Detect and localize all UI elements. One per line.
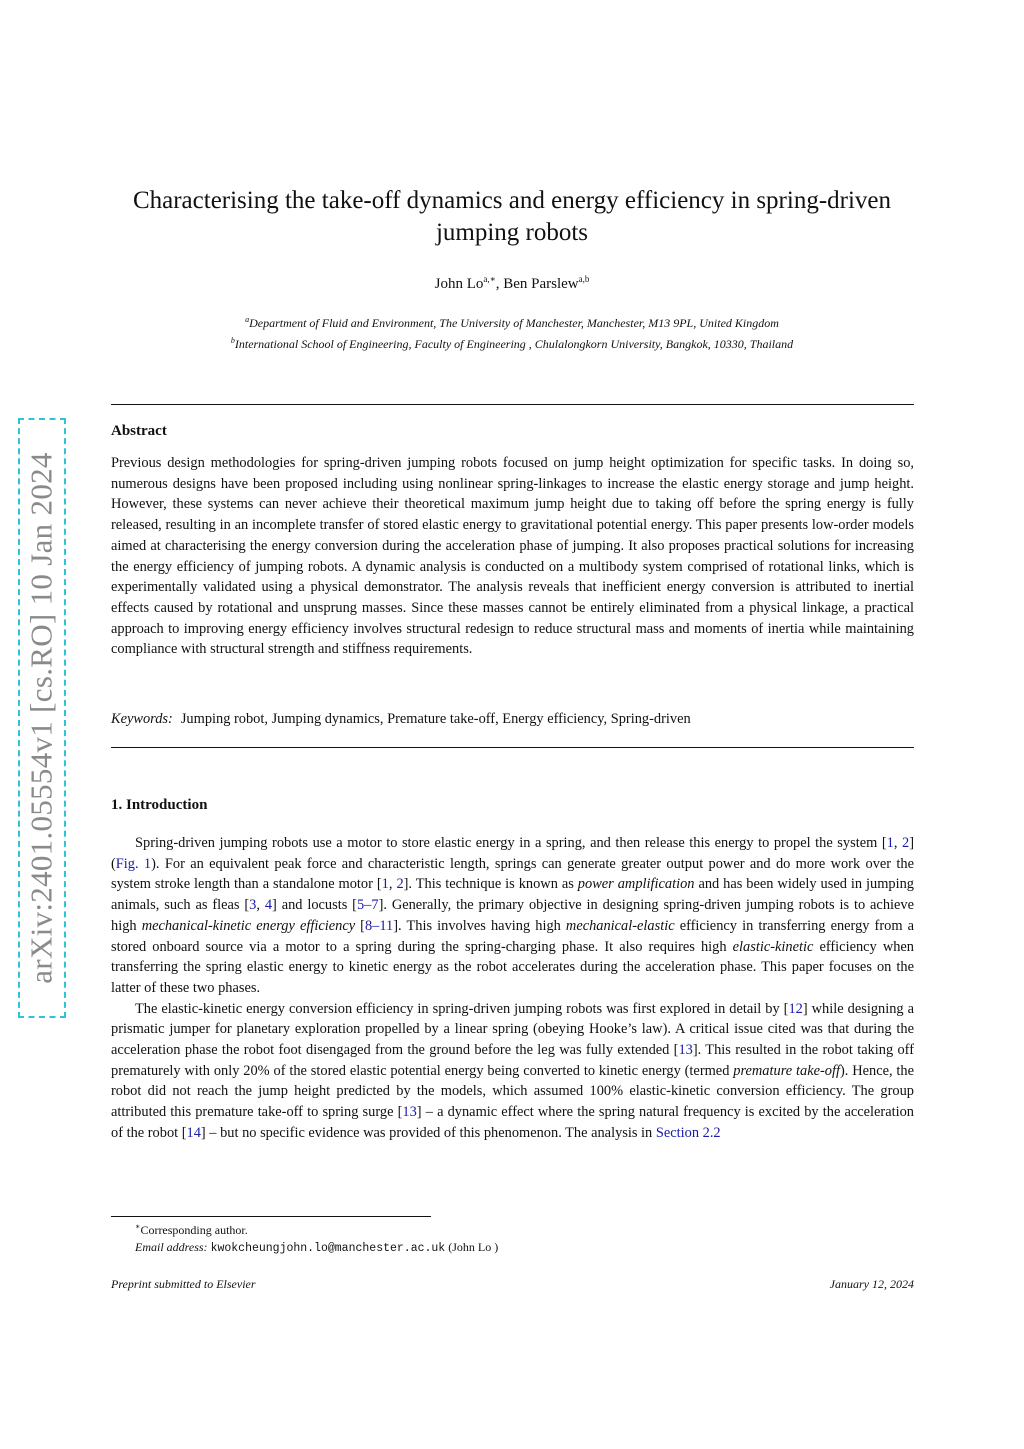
paragraph <box>111 833 914 999</box>
paper-title: Characterising the take-off dynamics and energy efficiency in spring-driven jumping robots <box>132 187 892 246</box>
citation-link[interactable]: 1 <box>886 835 894 851</box>
emphasis: power amplification <box>577 876 695 893</box>
text-run: ] – a dynamic effect where the spring natural frequency is excited by the acceleration of the robot [ <box>111 1104 914 1141</box>
affiliation-text: International School of Engineering, Faculty of Engineering , Chulalongkorn University, Bangkok, 10330, Thailand <box>234 337 794 351</box>
citation-link[interactable]: 8–11 <box>364 917 394 934</box>
citation-link[interactable]: 13 <box>678 1042 693 1059</box>
citation-link[interactable]: 2 <box>902 835 910 851</box>
citation-link[interactable]: 12 <box>788 1000 803 1017</box>
paragraph <box>111 999 914 1144</box>
citation-link[interactable]: 1 <box>381 876 389 893</box>
page-footer <box>111 1277 914 1292</box>
introduction-body <box>111 833 914 1144</box>
citation-link[interactable]: 5–7 <box>356 897 379 914</box>
text-run: ). For an equivalent peak force and characteristic length, springs can generate greater output power and do more work over the system stroke length than a standalone motor [ <box>111 855 914 893</box>
abstract-top-rule <box>111 404 914 405</box>
text-run: ]. This involves having high <box>393 917 566 934</box>
footer-left: Preprint submitted to Elsevier <box>111 1277 256 1291</box>
text-run: ]. This resulted in the robot taking off prematurely with only 20% of the stored elastic potential energy being converted to kinetic energy (termed <box>111 1042 915 1079</box>
keywords-text: Jumping robot, Jumping dynamics, Premature take-off, Energy efficiency, Spring-driven <box>180 711 691 727</box>
section-link[interactable]: Section 2.2 <box>655 1124 721 1141</box>
citation-link[interactable]: 14 <box>186 1124 201 1141</box>
email-name: (John Lo ) <box>448 1240 499 1254</box>
text-run: ]. Generally, the primary objective in designing spring-driven jumping robots is to achieve high <box>111 897 914 934</box>
emphasis: mechanical-kinetic energy efficiency <box>141 917 356 934</box>
footnote-text: Corresponding author. <box>140 1223 248 1237</box>
footnote-mark: ∗ <box>135 1222 141 1231</box>
text-run: efficiency when transferring the spring elastic energy to kinetic energy as the robot accelerates during the acceleration phase. This paper focuses on the latter of these two phases. <box>111 938 914 996</box>
text-run: ] ( <box>111 835 914 872</box>
footnote-email <box>135 1240 498 1255</box>
footnote-rule <box>111 1216 431 1217</box>
author-name: Ben Parslew <box>503 276 579 292</box>
text-run: The elastic-kinetic energy conversion efficiency in spring-driven jumping robots was first explored in detail by [ <box>135 1000 789 1017</box>
abstract-bottom-rule <box>111 747 914 748</box>
figure-link[interactable]: Fig. 1 <box>115 855 152 872</box>
text-run: and has been widely used in jumping animals, such as fleas [ <box>111 876 915 914</box>
text-run: ] – but no specific evidence was provided of this phenomenon. The analysis in <box>200 1124 656 1141</box>
arxiv-identifier-stamp <box>18 418 66 1018</box>
keywords-label: Keywords: <box>111 711 173 727</box>
author-affil-mark: a,b <box>578 274 590 284</box>
text-run: Spring-driven jumping robots use a motor to store elastic energy in a spring, and then release this energy to propel the system [ <box>135 835 887 851</box>
emphasis: mechanical-elastic <box>565 917 675 934</box>
citation-link[interactable]: 3 <box>249 897 257 914</box>
text-run: [ <box>355 917 365 934</box>
text-run: ] and locusts [ <box>272 897 357 914</box>
author-affil-mark: a,∗ <box>483 274 496 284</box>
abstract-heading: Abstract <box>111 423 167 439</box>
text-run: ]. This technique is known as <box>403 876 578 893</box>
footnote-corresponding <box>135 1222 248 1238</box>
emphasis: elastic-kinetic <box>732 938 814 955</box>
text-run: , <box>388 876 397 893</box>
affiliation-mark: a <box>245 315 250 324</box>
author-name: John Lo <box>434 276 484 292</box>
affiliation-mark: b <box>230 336 235 345</box>
text-run: ). Hence, the robot did not reach the jump height predicted by the models, which assumed 100% elastic-kinetic conversion efficiency. The group attributed this premature take-off to spring surge [ <box>111 1062 915 1121</box>
keywords <box>111 711 914 728</box>
affiliation-text: Department of Fluid and Environment, The University of Manchester, Manchester, M13 9PL, United Kingdom <box>249 316 779 330</box>
citation-link[interactable]: 4 <box>264 897 273 914</box>
abstract-text: Previous design methodologies for spring-driven jumping robots focused on jump height optimization for specific tasks. In doing so, numerous designs have been proposed including using nonlinear spring-linkages to increase the elastic energy storage and jump height. However, these systems can never achieve their theoretical maximum jump height due to taking off before the spring energy is fully released, resulting in an incomplete transfer of stored elastic energy to gravitational potential energy. This paper presents low-order models aimed at characterising the energy conversion during the acceleration phase of jumping. It also proposes practical solutions for increasing the energy efficiency of jumping robots. A dynamic analysis is conducted on a multibody system comprised of rotational links, which is experimentally validated using a physical demonstrator. The analysis reveals that inefficient energy conversion is attributed to inertial effects caused by rotational and unsprung masses. Since these masses cannot be entirely eliminated from a physical linkage, a practical approach to improving energy efficiency involves structural redesign to reduce structural mass and moments of inertia while maintaining compliance with structural strength and stiffness requirements. <box>111 455 914 658</box>
arxiv-id: arXiv:2401.05554v1 [cs.RO] 10 Jan 2024 <box>24 452 60 984</box>
text-run: ] while designing a prismatic jumper for planetary exploration propelled by a linear spring (obeying Hooke’s law). A critical issue cited was that during the acceleration phase the robot foot disengaged from the ground before the leg was fully extended [ <box>111 1000 915 1059</box>
affiliations <box>112 311 912 353</box>
text-run: , <box>256 897 265 914</box>
affiliation <box>112 332 912 353</box>
text-run: efficiency in transferring energy from a stored onboard source via a motor to a spring during the spring-charging phase. It also requires high <box>111 917 915 955</box>
footer-date: January 12, 2024 <box>829 1277 914 1291</box>
text-run: , <box>893 835 902 851</box>
author-list: John $Lo^{a,∗}$, Ben Parslew$^{a,b}$ <box>434 274 590 292</box>
email-label: Email address: <box>135 1240 208 1254</box>
citation-link[interactable]: 13 <box>402 1104 417 1121</box>
email-link[interactable]: kwokcheungjohn.lo@manchester.ac.uk <box>210 1242 446 1255</box>
emphasis: premature take-off <box>733 1062 840 1079</box>
affiliation <box>112 311 912 332</box>
citation-link[interactable]: 2 <box>396 876 404 893</box>
section-heading-introduction: 1. Introduction <box>111 797 208 813</box>
